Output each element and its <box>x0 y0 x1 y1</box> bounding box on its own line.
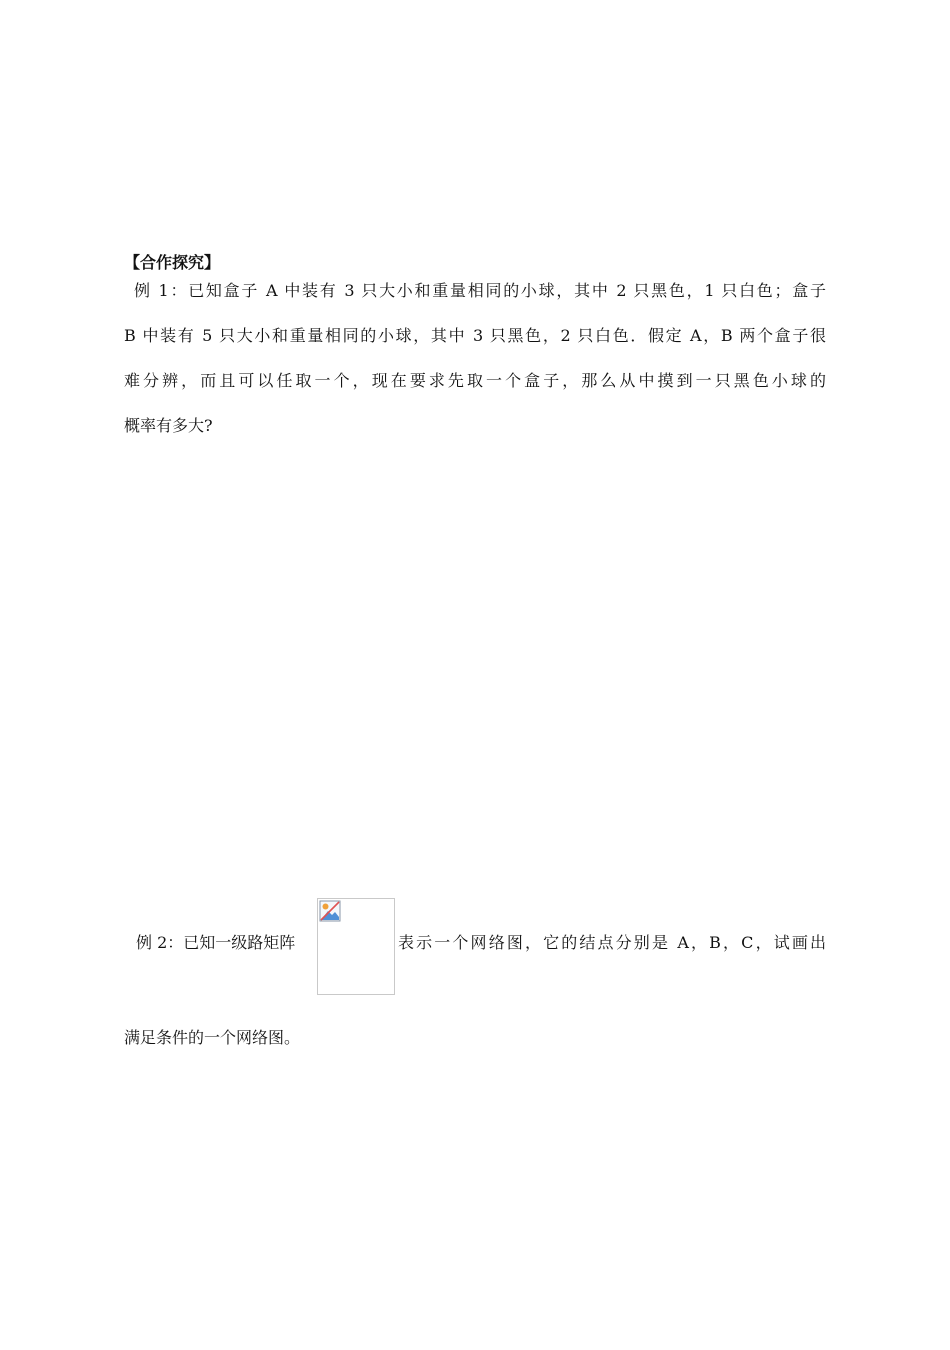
example2-text-after: 表示一个网络图，它的结点分别是 A，B，C，试画出 <box>398 933 826 952</box>
broken-image-icon <box>319 900 341 922</box>
section-heading: 【合作探究】 <box>124 253 221 272</box>
example2-text-before: 例 2：已知一级路矩阵 <box>136 933 296 952</box>
example1-line-4: 概率有多大? <box>124 416 213 435</box>
example1-line-1: 例 1：已知盒子 A 中装有 3 只大小和重量相同的小球，其中 2 只黑色，1 只白色；盒子 <box>134 281 826 300</box>
example2-last-line: 满足条件的一个网络图。 <box>124 1028 301 1047</box>
example1-line-3: 难分辨，而且可以任取一个，现在要求先取一个盒子，那么从中摸到一只黑色小球的 <box>124 371 826 390</box>
example1-line-2: B 中装有 5 只大小和重量相同的小球，其中 3 只黑色，2 只白色．假定 A，B 两个盒子很 <box>124 326 826 345</box>
matrix-image-placeholder <box>317 898 395 995</box>
